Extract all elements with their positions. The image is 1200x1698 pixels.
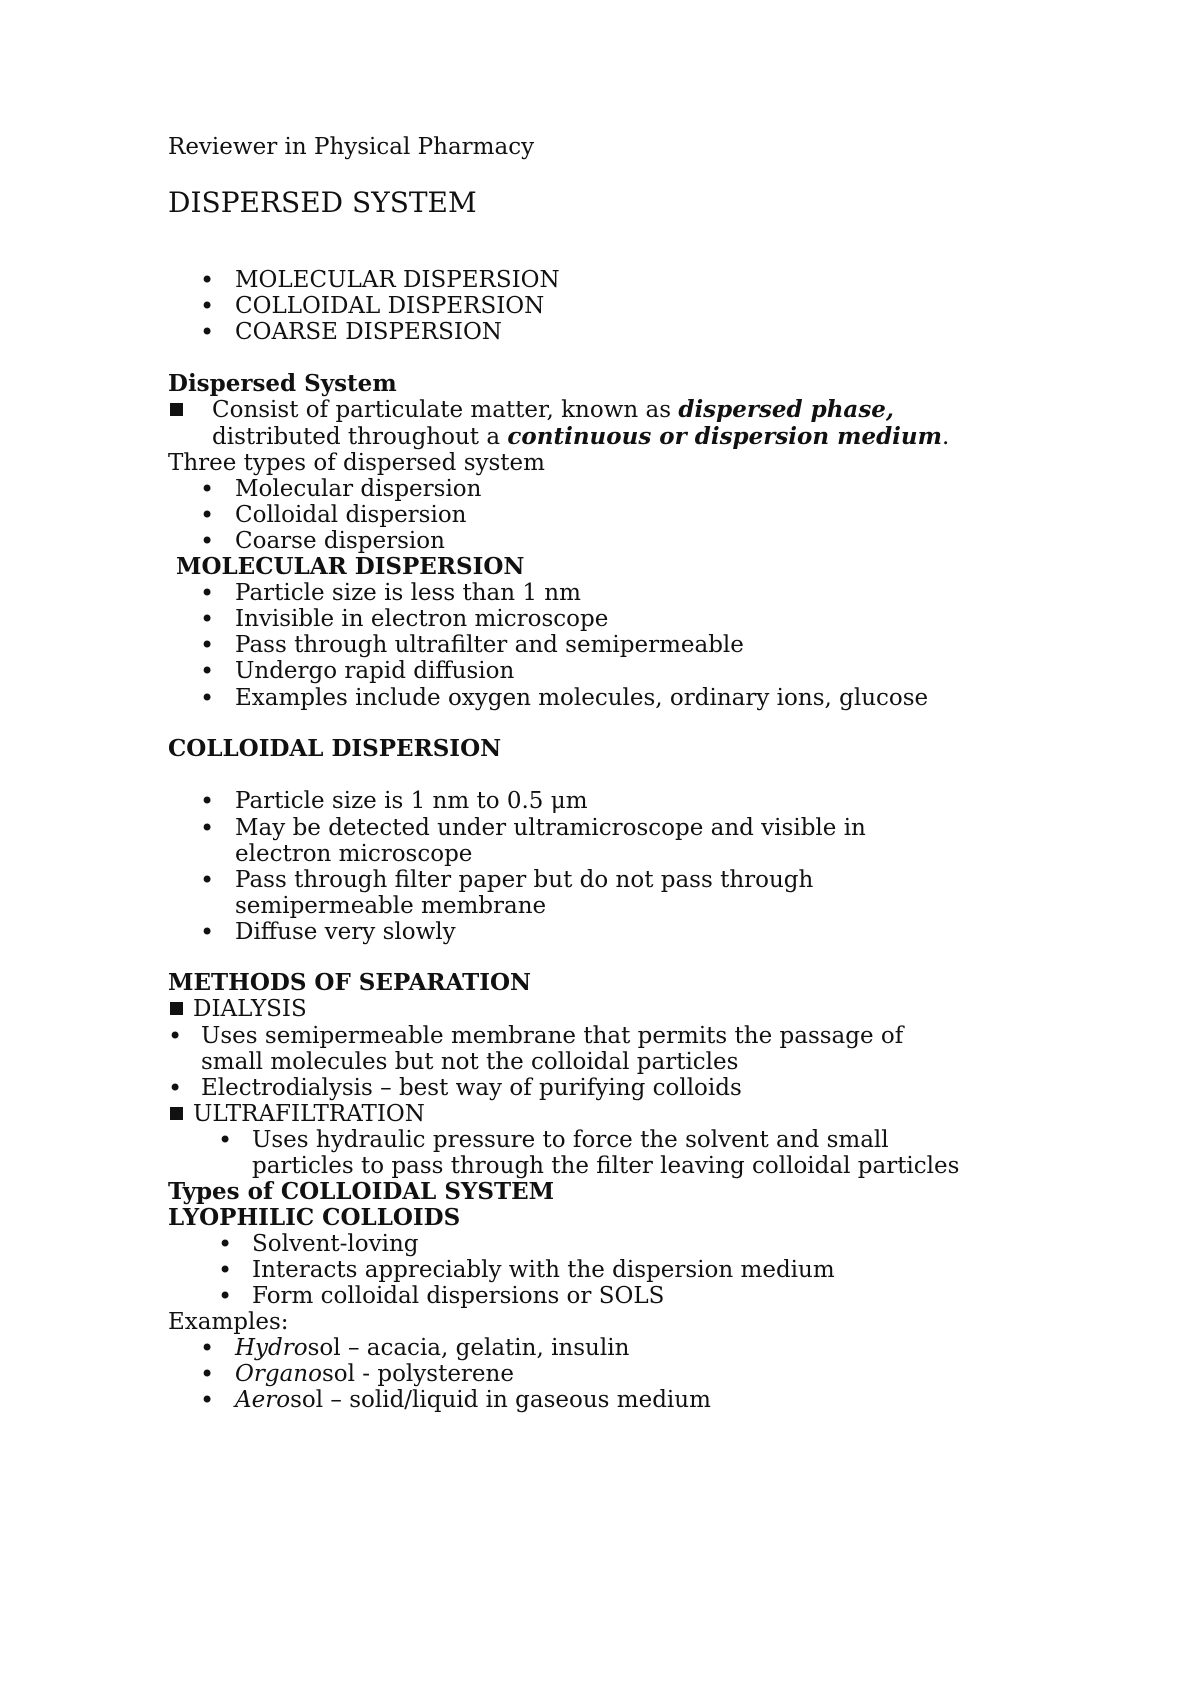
- example-text: sol – solid/liquid in gaseous medium: [290, 1387, 711, 1413]
- list-item: Examples include oxygen molecules, ordinary ions, glucose: [235, 685, 929, 711]
- example-prefix: Aero: [235, 1387, 291, 1413]
- square-bullet-icon: [170, 1002, 183, 1015]
- bullet-icon: [200, 684, 214, 712]
- emphasis: continuous or dispersion medium: [507, 423, 942, 450]
- list-item-continued: particles to pass through the filter leaving colloidal particles: [252, 1153, 960, 1179]
- example-text: sol – acacia, gelatin, insulin: [307, 1335, 630, 1361]
- square-bullet-icon: [170, 403, 183, 416]
- bullet-icon: [200, 787, 214, 815]
- definition-line-1: [212, 396, 894, 424]
- bullet-icon: [200, 657, 214, 685]
- example-item: [235, 1334, 629, 1362]
- example-prefix: Hydro: [235, 1335, 308, 1361]
- example-item: [235, 1360, 514, 1388]
- example-prefix: Organo: [235, 1361, 322, 1387]
- list-item: Pass through ultrafilter and semipermeable: [235, 632, 744, 658]
- list-item: MOLECULAR DISPERSION: [235, 267, 560, 293]
- bullet-icon: [218, 1256, 232, 1284]
- list-item: Diffuse very slowly: [235, 919, 456, 945]
- section-heading-types: Types of COLLOIDAL SYSTEM: [168, 1178, 555, 1205]
- list-item-continued: small molecules but not the colloidal particles: [201, 1049, 739, 1075]
- list-item: Undergo rapid diffusion: [235, 658, 515, 684]
- bullet-icon: [200, 527, 214, 555]
- bullet-icon: [200, 266, 214, 294]
- definition-line-2: [212, 423, 949, 451]
- list-item: Particle size is less than 1 nm: [235, 580, 581, 606]
- list-item: Pass through filter paper but do not pass through: [235, 867, 814, 893]
- types-intro: Three types of dispersed system: [168, 450, 545, 476]
- list-item: Molecular dispersion: [235, 476, 482, 502]
- bullet-icon: [200, 318, 214, 346]
- list-item: May be detected under ultramicroscope and visible in: [235, 815, 866, 841]
- main-heading: DISPERSED SYSTEM: [168, 186, 477, 219]
- text: .: [941, 424, 950, 450]
- list-item: COLLOIDAL DISPERSION: [235, 293, 545, 319]
- bullet-icon: [200, 1386, 214, 1414]
- bullet-icon: [218, 1230, 232, 1258]
- bullet-icon: [200, 918, 214, 946]
- text: Consist of particulate matter, known as: [212, 397, 679, 423]
- method-dialysis: DIALYSIS: [193, 996, 307, 1022]
- method-ultrafiltration: ULTRAFILTRATION: [193, 1101, 425, 1127]
- example-text: sol - polysterene: [321, 1361, 514, 1387]
- bullet-icon: [200, 579, 214, 607]
- bullet-icon: [168, 1074, 182, 1102]
- example-item: [235, 1386, 711, 1414]
- bullet-icon: [218, 1282, 232, 1310]
- list-item-continued: semipermeable membrane: [235, 893, 547, 919]
- list-item: Particle size is 1 nm to 0.5 μm: [235, 788, 588, 814]
- section-heading-dispersed: Dispersed System: [168, 370, 397, 397]
- bullet-icon: [200, 1334, 214, 1362]
- section-heading-lyophilic: LYOPHILIC COLLOIDS: [168, 1204, 461, 1231]
- bullet-icon: [200, 475, 214, 503]
- list-item: Form colloidal dispersions or SOLS: [252, 1283, 665, 1309]
- list-item: Invisible in electron microscope: [235, 606, 609, 632]
- bullet-icon: [200, 501, 214, 529]
- section-heading-molecular: MOLECULAR DISPERSION: [176, 553, 525, 580]
- list-item: Electrodialysis – best way of purifying colloids: [201, 1075, 742, 1101]
- list-item: Interacts appreciably with the dispersion medium: [252, 1257, 835, 1283]
- text: distributed throughout a: [212, 424, 508, 450]
- bullet-icon: [218, 1126, 232, 1154]
- bullet-icon: [200, 814, 214, 842]
- emphasis: dispersed phase,: [678, 396, 894, 423]
- list-item: COARSE DISPERSION: [235, 319, 502, 345]
- list-item: Coarse dispersion: [235, 528, 445, 554]
- bullet-icon: [200, 631, 214, 659]
- section-heading-colloidal: COLLOIDAL DISPERSION: [168, 735, 502, 762]
- list-item-continued: electron microscope: [235, 841, 473, 867]
- bullet-icon: [200, 1360, 214, 1388]
- bullet-icon: [200, 605, 214, 633]
- examples-label: Examples:: [168, 1309, 289, 1335]
- list-item: Uses hydraulic pressure to force the solvent and small: [252, 1127, 889, 1153]
- list-item: Uses semipermeable membrane that permits the passage of: [201, 1023, 904, 1049]
- square-bullet-icon: [170, 1107, 183, 1120]
- doc-title: Reviewer in Physical Pharmacy: [168, 134, 535, 160]
- bullet-icon: [200, 866, 214, 894]
- list-item: Solvent-loving: [252, 1231, 419, 1257]
- bullet-icon: [200, 292, 214, 320]
- section-heading-separation: METHODS OF SEPARATION: [168, 969, 532, 996]
- bullet-icon: [168, 1022, 182, 1050]
- list-item: Colloidal dispersion: [235, 502, 467, 528]
